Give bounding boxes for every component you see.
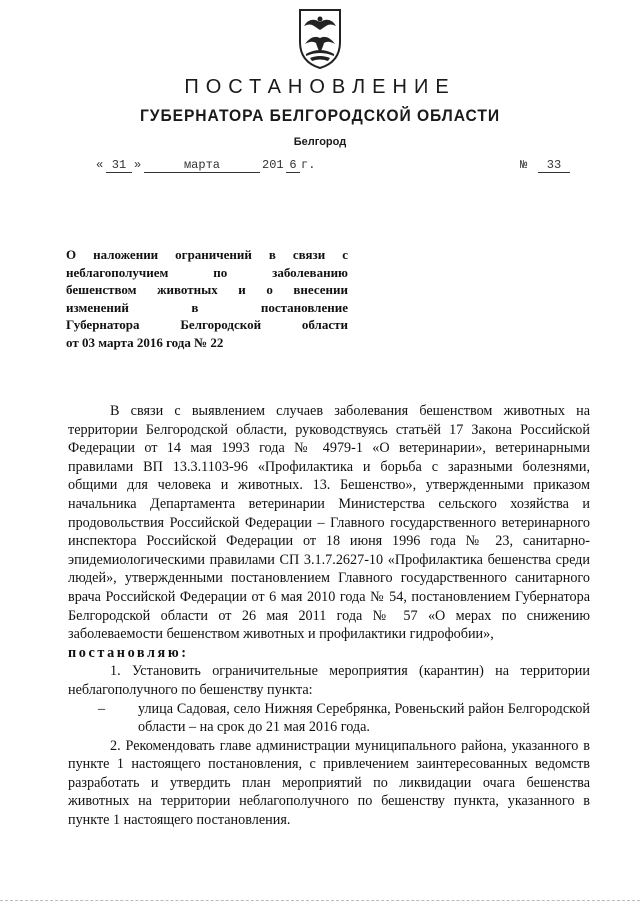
document-body (68, 402, 590, 830)
date-and-number-line (96, 158, 572, 178)
subject-line: от 03 марта 2016 года № 22 (66, 334, 224, 350)
item-1-paragraph: 1. Установить ограничительные мероприятия (карантин) на территории неблагополучного по бешенству пункта: (68, 663, 590, 698)
decree-word: постановляю: (68, 644, 189, 661)
item-1-sub-item (68, 700, 590, 737)
page-bottom-edge (0, 900, 640, 902)
item-2-paragraph: 2. Рекомендовать главе администрации муниципального района, указанного в пункте 1 настоящего постановления, с привлечением заинтересованных ведомств разработать и утвердить план мероприятий по ликвидации очага бешенства животных на территории неблагополучного по бешенству пункта, указанного в пункте 1 настоящего постановления. (68, 737, 590, 829)
dash-marker: – (98, 700, 106, 717)
issuer-title: ГУБЕРНАТОРА БЕЛГОРОДСКОЙ ОБЛАСТИ (140, 106, 500, 125)
date-year-unit: г. (301, 158, 316, 172)
document-type-title: ПОСТАНОВЛЕНИЕ (184, 76, 456, 98)
date-year-suffix: 6 (286, 158, 300, 173)
coat-of-arms-emblem (296, 6, 344, 70)
subject-line: О наложении ограничений в связи с (66, 247, 348, 262)
date-month: марта (144, 158, 260, 173)
date-close-quote: » (134, 158, 142, 172)
subject-line: изменений в постановление (66, 299, 348, 315)
city-name: Белгород (293, 136, 347, 148)
item-1-sub-text: улица Садовая, село Нижняя Серебрянка, Ровеньский район Белгородской области – на срок до 21 мая 2016 года. (138, 700, 590, 736)
subject-heading (66, 246, 348, 351)
subject-line: Губернатора Белгородской области (66, 317, 348, 332)
date-year-prefix: 201 (262, 158, 284, 172)
preamble-paragraph: В связи с выявлением случаев заболевания бешенством животных на территории Белгородской области, руководствуясь статьёй 17 Закона Российской Федерации от 14 мая 1993 года № 4979-1 «О ветеринарии», ветеринарными правилами ВП 13.3.1103-96 «Профилактика и борьба с заразными болезнями, общими для человека и животных. 13. Бешенство», утвержденными приказом начальника Департамента ветеринарии Министерства сельского хозяйства и продовольствия Российской Федерации – Главного государственного ветеринарного инспектора Российской Федерации от 18 июня 1996 года № 23, санитарно-эпидемиологическими правилами СП 3.1.7.2627-10 «Профилактика бешенства среди людей», утвержденными постановлением Главного государственного санитарного врача Российской Федерации от 6 мая 2010 года № 54, постановлением Губернатора Белгородской области от 26 мая 2011 года № 57 «О мерах по снижению заболеваемости бешенством животных и профилактики гидрофобии», (68, 403, 590, 643)
subject-line: бешенством животных и о внесении (66, 282, 348, 297)
number-prefix: № (520, 158, 528, 172)
date-day: 31 (106, 158, 132, 173)
subject-line: неблагополучием по заболеванию (66, 264, 348, 280)
date-open-quote: « (96, 158, 104, 172)
document-number: 33 (538, 158, 570, 173)
